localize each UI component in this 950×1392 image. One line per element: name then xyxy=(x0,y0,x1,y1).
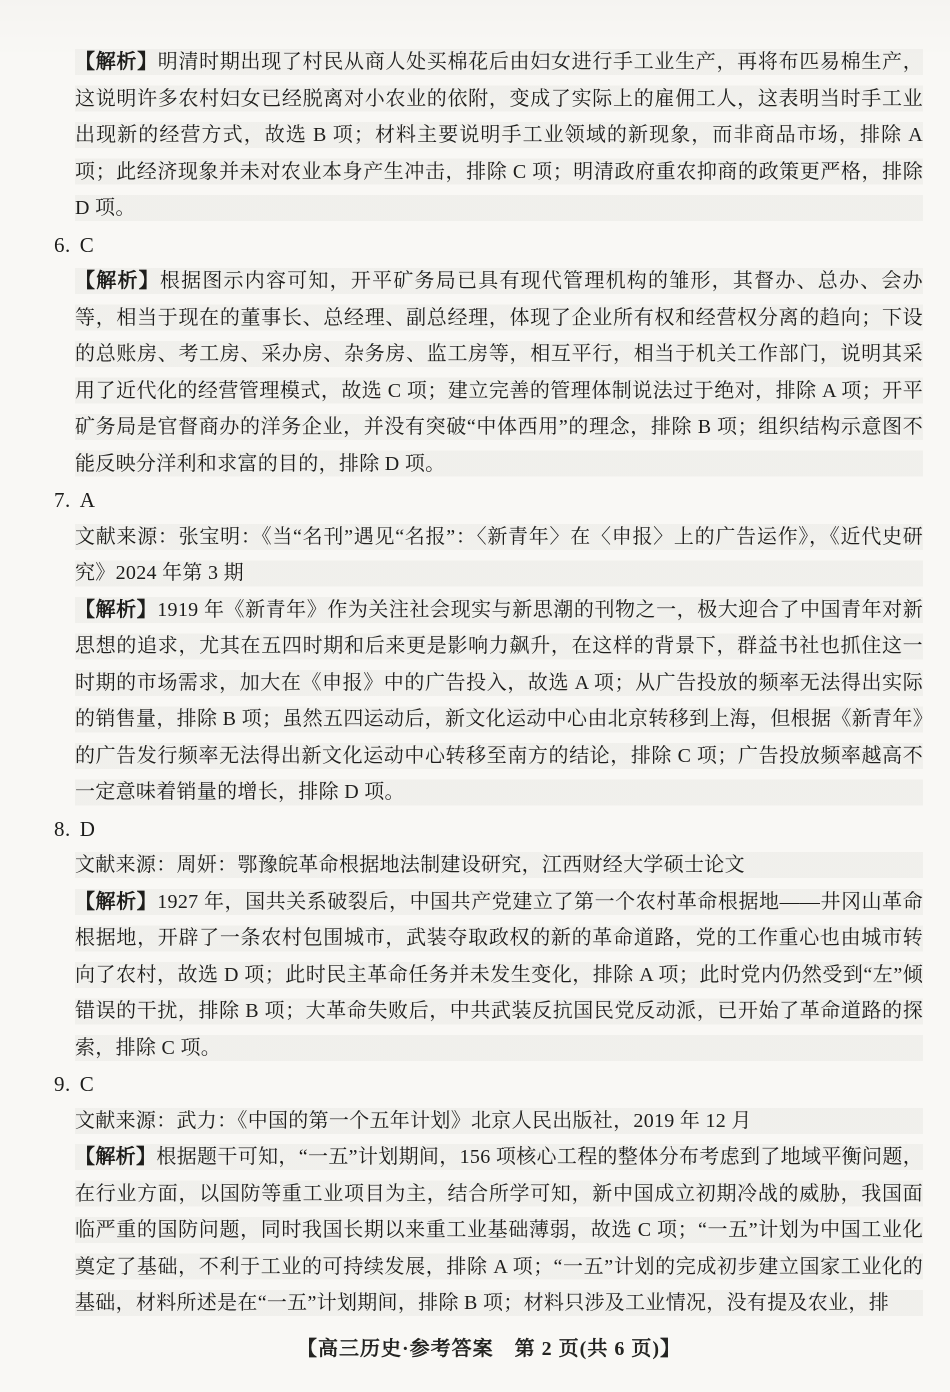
question-number-line xyxy=(54,482,924,519)
analysis-paragraph xyxy=(75,1139,923,1322)
question-number-line xyxy=(54,227,924,264)
source-citation: 文献来源：周妍：鄂豫皖革命根据地法制建设研究，江西财经大学硕士论文 xyxy=(75,847,923,884)
answer-letter: D xyxy=(79,816,96,841)
answer-item-9 xyxy=(54,1066,924,1322)
question-number-line xyxy=(54,811,924,848)
answer-item-6 xyxy=(54,227,924,483)
analysis-paragraph xyxy=(75,44,923,227)
source-citation: 文献来源：武力：《中国的第一个五年计划》北京人民出版社，2019 年 12 月 xyxy=(75,1103,923,1140)
source-citation: 文献来源：张宝明：《当“名刊”遇见“名报”：〈新青年〉在〈申报〉上的广告运作》，《近代史研究》2024 年第 3 期 xyxy=(75,519,923,592)
analysis-label: 【解析】 xyxy=(75,598,158,621)
analysis-label: 【解析】 xyxy=(75,51,158,73)
analysis-label: 【解析】 xyxy=(75,270,160,292)
answer-letter: C xyxy=(79,232,95,257)
question-number: 8. xyxy=(54,816,71,841)
analysis-paragraph xyxy=(75,884,923,1067)
question-number-line xyxy=(54,1066,924,1103)
answer-letter: A xyxy=(79,488,96,512)
answer-item-7 xyxy=(54,482,924,811)
analysis-paragraph xyxy=(75,263,923,482)
analysis-text: 根据图示内容可知，开平矿务局已具有现代管理机构的雏形，其督办、总办、会办等，相当于现在的董事长、总经理、副总经理，体现了企业所有权和经营权分离的趋向；下设的总账房、考工房、采办房、杂务房、监工房等，相互平行，相当于机关工作部门，说明其采用了近代化的经营管理模式，故选 C 项；建立完善的管理体制说法过于绝对，排除 A 项；开平矿务局是官督商办的洋务企业，并没有突破“中体西用”的理念，排除 B 项；组织结构示意图不能反映分洋利和求富的目的，排除 D 项。 xyxy=(75,270,923,475)
answer-letter: C xyxy=(79,1072,95,1096)
question-number: 6. xyxy=(54,232,71,257)
analysis-label: 【解析】 xyxy=(75,1146,157,1168)
answer-item-8 xyxy=(54,811,924,1067)
analysis-text: 明清时期出现了村民从商人处买棉花后由妇女进行手工业生产，再将布匹易棉生产，这说明许多农村妇女已经脱离对小农业的依附，变成了实际上的雇佣工人，这表明当时手工业出现新的经营方式，故选 B 项；材料主要说明手工业领域的新现象，而非商品市场，排除 A 项；此经济现象并未对农业本身产生冲击，排除 C 项；明清政府重农抑商的政策更严格，排除 D 项。 xyxy=(75,51,923,219)
analysis-text: 1927 年，国共关系破裂后，中国共产党建立了第一个农村革命根据地——井冈山革命根据地，开辟了一条农村包围城市，武装夺取政权的新的革命道路，党的工作重心也由城市转向了农村，故选 D 项；此时民主革命任务并未发生变化，排除 A 项；此时党内仍然受到“左”倾错误的干扰，排除 B 项；大革命失败后，中共武装反抗国民党反动派，已开始了革命道路的探索，排除 C 项。 xyxy=(75,890,923,1059)
question-number: 7. xyxy=(54,488,71,512)
analysis-text: 根据题干可知，“一五”计划期间，156 项核心工程的整体分布考虑到了地域平衡问题，在行业方面，以国防等重工业项目为主，结合所学可知，新中国成立初期冷战的威胁，我国面临严重的国防问题，同时我国长期以来重工业基础薄弱，故选 C 项；“一五”计划为中国工业化奠定了基础，不利于工业的可持续发展，排除 A 项；“一五”计划的完成初步建立国家工业化的基础，材料所述是在“一五”计划期间，排除 B 项；材料只涉及工业情况，没有提及农业，排 xyxy=(75,1146,923,1314)
page-footer: 【高三历史·参考答案 第 2 页(共 6 页)】 xyxy=(297,1337,681,1360)
analysis-paragraph xyxy=(75,592,923,811)
analysis-label: 【解析】 xyxy=(75,890,158,913)
question-number: 9. xyxy=(54,1072,71,1096)
analysis-text: 1919 年《新青年》作为关注社会现实与新思潮的刊物之一，极大迎合了中国青年对新思想的追求，尤其在五四时期和后来更是影响力飙升，在这样的背景下，群益书社也抓住这一时期的市场需求，加大在《申报》中的广告投入，故选 A 项；从广告投放的频率无法得出实际的销售量，排除 B 项；虽然五四运动后，新文化运动中心由北京转移到上海，但根据《新青年》的广告发行频率无法得出新文化运动中心转移至南方的结论，排除 C 项；广告投放频率越高不一定意味着销量的增长，排除 D 项。 xyxy=(75,598,924,803)
answer-item-5-continuation xyxy=(54,44,924,227)
